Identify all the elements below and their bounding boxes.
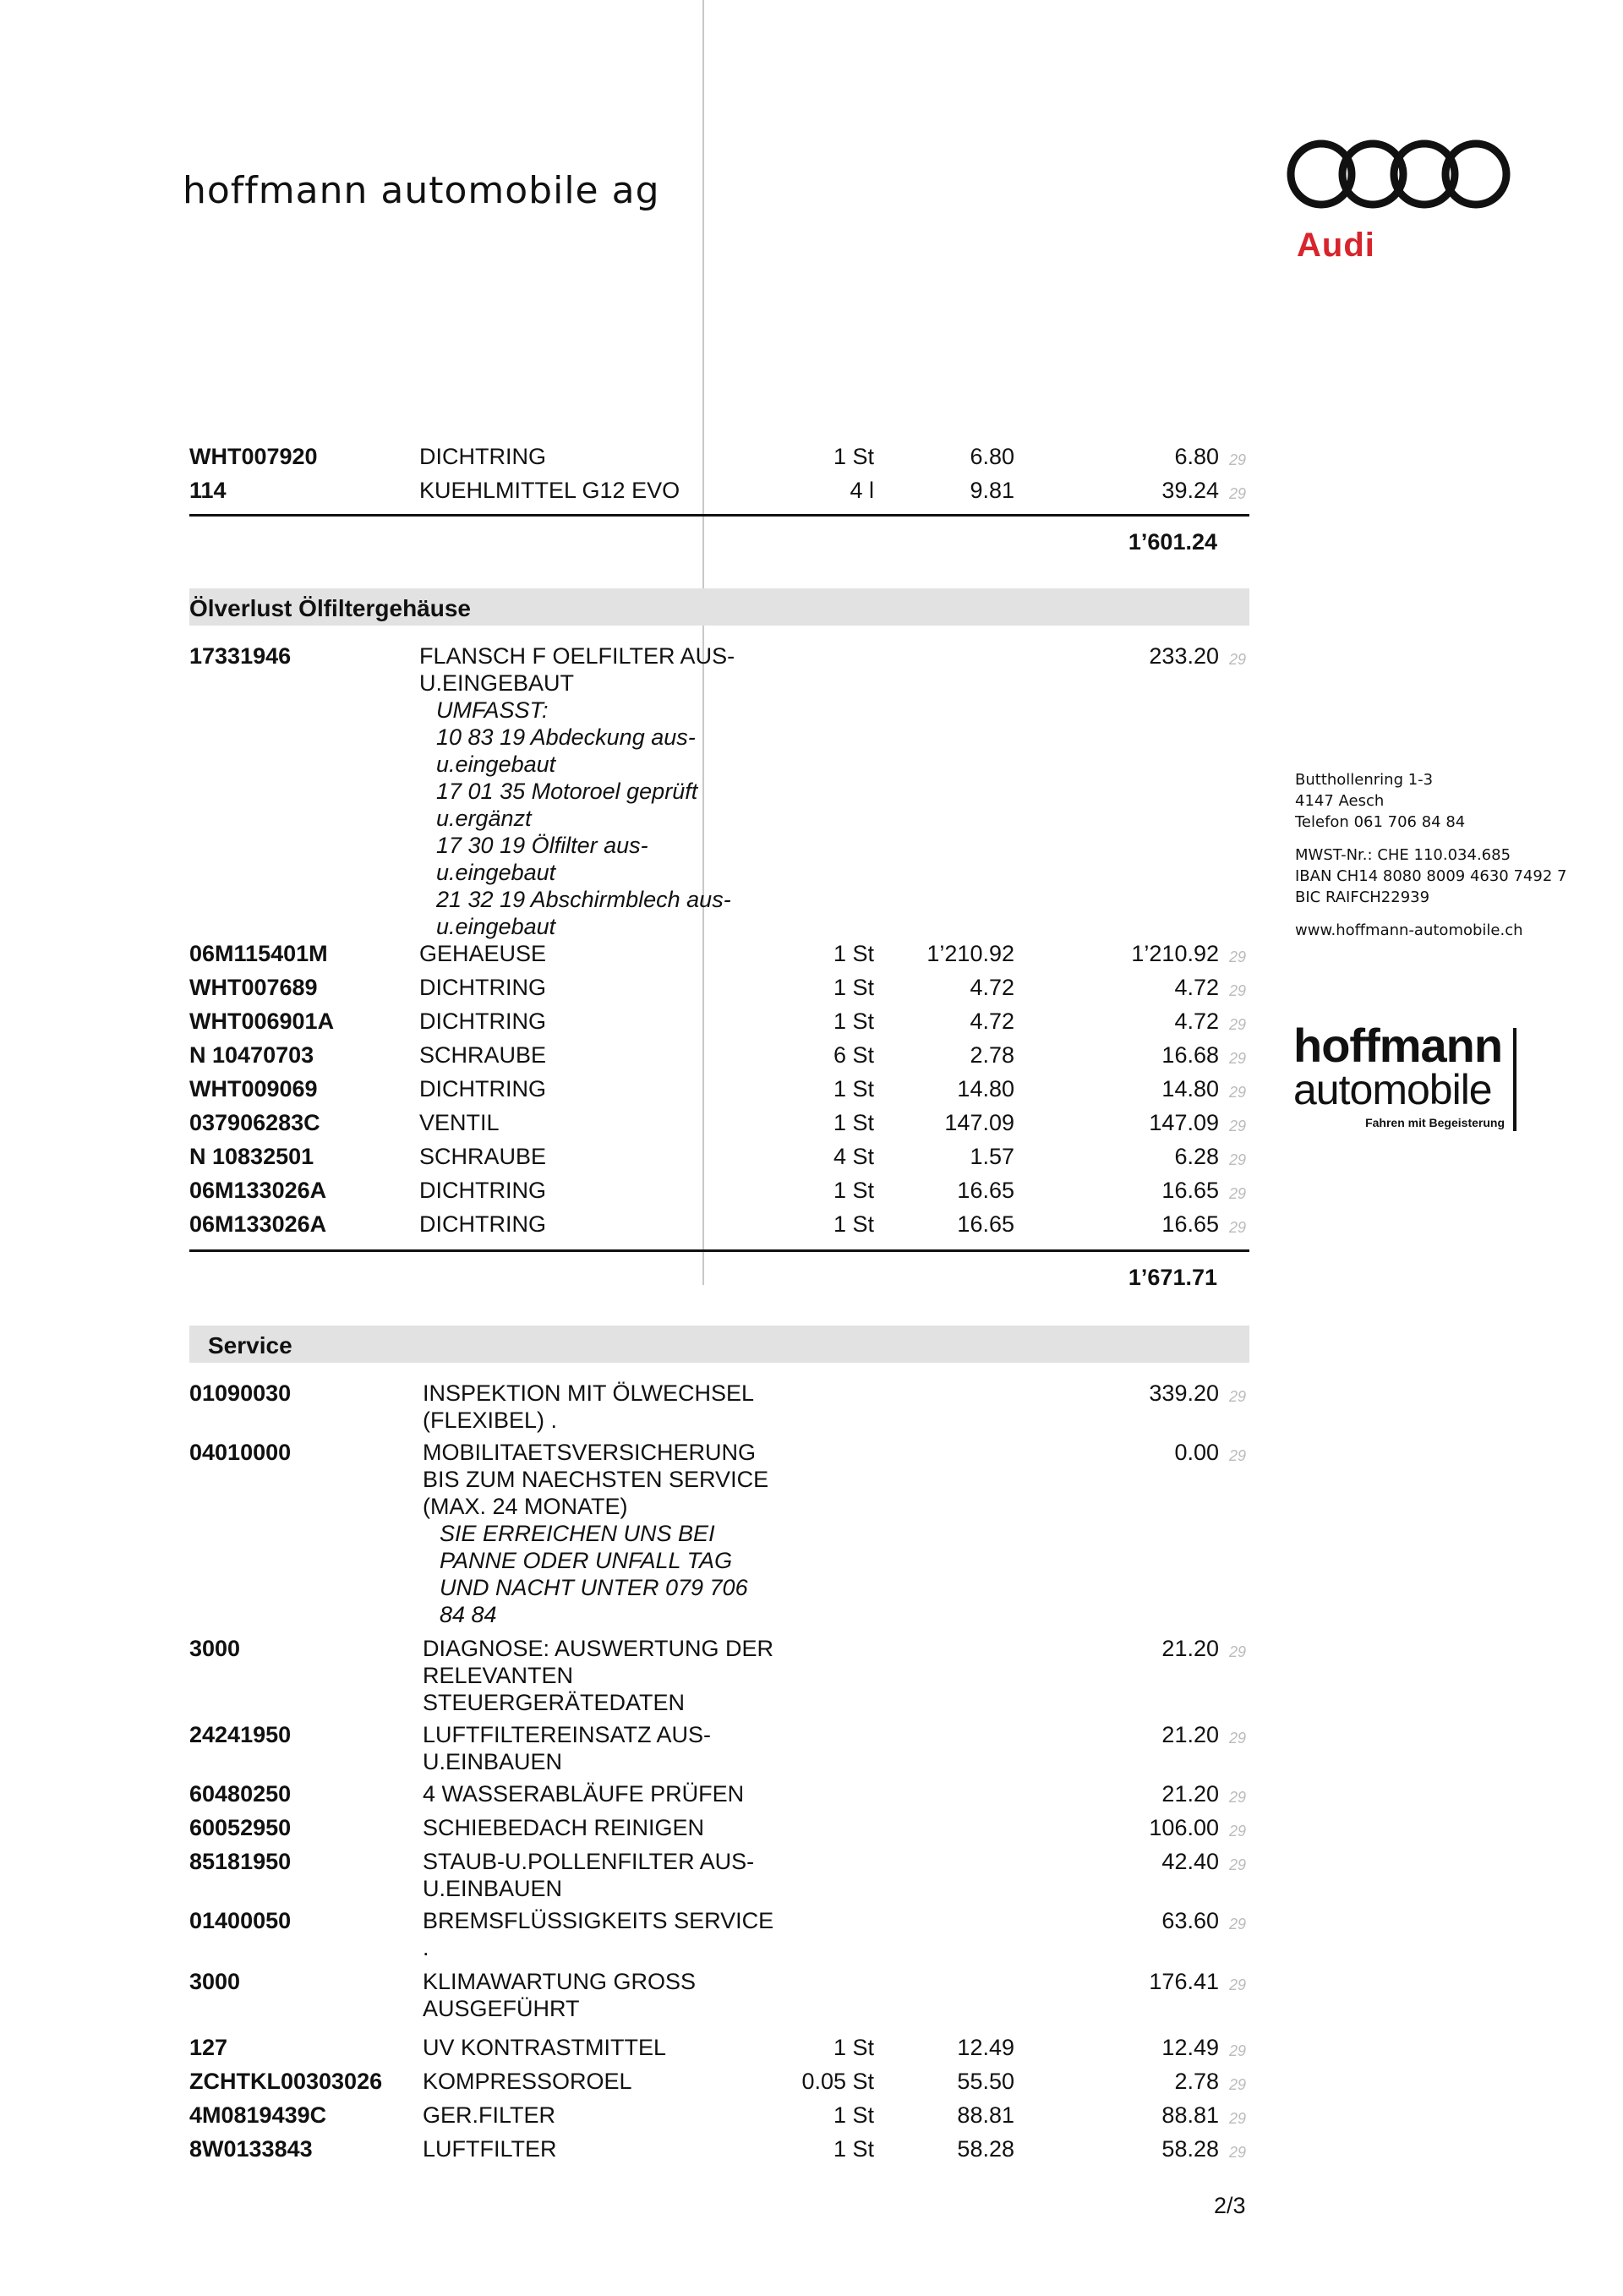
line-total: 4.72 xyxy=(1174,975,1219,1000)
vat-number: MWST-Nr.: CHE 110.034.685 xyxy=(1295,846,1511,864)
description-line: DICHTRING xyxy=(419,1076,546,1102)
website-link[interactable]: www.hoffmann-automobile.ch xyxy=(1295,921,1523,939)
item-description xyxy=(419,974,791,1001)
address-line-1: Butthollenring 1-3 xyxy=(1295,771,1434,789)
item-description xyxy=(423,1968,795,2022)
section-rule xyxy=(189,1249,1249,1252)
item-quantity: 1 St xyxy=(833,2035,874,2060)
description-note: UMFASST: xyxy=(436,697,549,723)
section-subtotal: 1’601.24 xyxy=(1128,529,1217,555)
item-code: 24241950 xyxy=(189,1722,292,1747)
tax-code: 29 xyxy=(1229,948,1247,965)
item-quantity: 1 St xyxy=(833,1076,874,1102)
tax-code: 29 xyxy=(1229,1789,1247,1806)
description-line: U.EINBAUEN xyxy=(423,1749,563,1774)
item-description xyxy=(419,477,791,504)
section-header xyxy=(189,1326,1249,1363)
company-name: hoffmann automobile ag xyxy=(183,169,660,212)
item-description xyxy=(423,2135,795,2162)
item-description xyxy=(419,940,791,967)
item-code: 06M133026A xyxy=(189,1178,327,1203)
item-quantity: 1 St xyxy=(833,975,874,1000)
item-description xyxy=(419,1109,791,1136)
hoffmann-logo xyxy=(1293,1019,1522,1129)
item-code: 127 xyxy=(189,2035,228,2060)
description-line: DICHTRING xyxy=(419,1178,546,1203)
item-code: N 10832501 xyxy=(189,1144,314,1169)
item-code: WHT006901A xyxy=(189,1009,335,1034)
description-note: u.ergänzt xyxy=(436,806,532,831)
item-description xyxy=(423,2102,795,2129)
description-line: VENTIL xyxy=(419,1110,500,1135)
item-code: 17331946 xyxy=(189,643,292,669)
description-note: 10 83 19 Abdeckung aus- xyxy=(436,724,696,750)
tax-code: 29 xyxy=(1229,451,1247,468)
line-total: 88.81 xyxy=(1161,2102,1219,2128)
tax-code: 29 xyxy=(1229,1916,1247,1932)
unit-price: 16.65 xyxy=(957,1211,1014,1237)
description-note: u.eingebaut xyxy=(436,860,556,885)
unit-price: 58.28 xyxy=(957,2136,1014,2162)
item-code: 04010000 xyxy=(189,1440,292,1465)
tax-code: 29 xyxy=(1229,1730,1247,1747)
item-code: 60052950 xyxy=(189,1815,292,1840)
item-quantity: 1 St xyxy=(833,444,874,469)
item-quantity: 1 St xyxy=(833,1211,874,1237)
tax-code: 29 xyxy=(1229,1219,1247,1236)
item-quantity: 4 St xyxy=(833,1144,874,1169)
line-total: 16.68 xyxy=(1161,1042,1219,1068)
item-quantity: 0.05 St xyxy=(801,2069,874,2094)
item-description xyxy=(423,1907,795,1961)
item-quantity: 1 St xyxy=(833,1110,874,1135)
description-note: 17 01 35 Motoroel geprüft xyxy=(436,779,698,804)
address-line-2: 4147 Aesch xyxy=(1295,792,1385,810)
item-code: 114 xyxy=(189,478,227,503)
tax-code: 29 xyxy=(1229,1185,1247,1202)
description-line: SCHRAUBE xyxy=(419,1144,547,1169)
description-line: GER.FILTER xyxy=(423,2102,556,2128)
item-quantity: 1 St xyxy=(833,941,874,966)
unit-price: 2.78 xyxy=(970,1042,1014,1068)
item-quantity: 1 St xyxy=(833,1178,874,1203)
line-total: 0.00 xyxy=(1174,1440,1219,1465)
description-line: MOBILITAETSVERSICHERUNG xyxy=(423,1440,757,1465)
tax-code: 29 xyxy=(1229,485,1247,502)
line-total: 4.72 xyxy=(1174,1009,1219,1034)
item-code: 4M0819439C xyxy=(189,2102,327,2128)
line-total: 16.65 xyxy=(1161,1211,1219,1237)
description-note: UND NACHT UNTER 079 706 xyxy=(440,1575,748,1600)
description-line: STEUERGERÄTEDATEN xyxy=(423,1690,686,1715)
unit-price: 55.50 xyxy=(957,2069,1014,2094)
item-description xyxy=(419,642,791,940)
line-total: 6.28 xyxy=(1174,1144,1219,1169)
logo-tagline: Fahren mit Begeisterung xyxy=(1365,1116,1505,1129)
tax-code: 29 xyxy=(1229,2110,1247,2127)
description-note: 84 84 xyxy=(440,1602,497,1627)
item-code: N 10470703 xyxy=(189,1042,314,1068)
description-note: u.eingebaut xyxy=(436,752,556,777)
logo-line-1: hoffmann xyxy=(1293,1019,1503,1072)
item-code: 037906283C xyxy=(189,1110,320,1135)
description-line: U.EINBAUEN xyxy=(423,1876,563,1901)
description-line: SCHIEBEDACH REINIGEN xyxy=(423,1815,705,1840)
line-total: 1’210.92 xyxy=(1131,941,1219,966)
item-code: ZCHTKL00303026 xyxy=(189,2069,383,2094)
bic: BIC RAIFCH22939 xyxy=(1295,888,1430,906)
unit-price: 9.81 xyxy=(970,478,1014,503)
unit-price: 4.72 xyxy=(970,975,1014,1000)
item-description xyxy=(423,1780,795,1807)
tax-code: 29 xyxy=(1229,1151,1247,1168)
description-line: STAUB-U.POLLENFILTER AUS- xyxy=(423,1849,755,1874)
description-line: BREMSFLÜSSIGKEITS SERVICE xyxy=(423,1908,774,1933)
description-note: 21 32 19 Abschirmblech aus- xyxy=(436,887,731,912)
description-note: u.eingebaut xyxy=(436,914,556,939)
item-description xyxy=(419,1008,791,1035)
logo-line-2: automobile xyxy=(1293,1066,1492,1113)
description-line: FLANSCH F OELFILTER AUS- xyxy=(419,643,735,669)
description-note: SIE ERREICHEN UNS BEI xyxy=(440,1521,715,1546)
item-description xyxy=(423,1439,795,1628)
description-line: KOMPRESSOROEL xyxy=(423,2069,632,2094)
description-line: LUFTFILTER xyxy=(423,2136,557,2162)
line-total: 12.49 xyxy=(1161,2035,1219,2060)
item-code: 3000 xyxy=(189,1636,241,1661)
tax-code: 29 xyxy=(1229,1388,1247,1405)
description-line: KLIMAWARTUNG GROSS xyxy=(423,1969,697,1994)
description-line: AUSGEFÜHRT xyxy=(423,1996,580,2021)
tax-code: 29 xyxy=(1229,1643,1247,1660)
phone-number: Telefon 061 706 84 84 xyxy=(1295,813,1466,831)
item-description xyxy=(423,2034,795,2061)
item-code: WHT009069 xyxy=(189,1076,318,1102)
item-code: 06M133026A xyxy=(189,1211,327,1237)
item-description xyxy=(419,1177,791,1204)
line-total: 14.80 xyxy=(1161,1076,1219,1102)
item-description xyxy=(423,1635,795,1716)
description-note: 17 30 19 Ölfilter aus- xyxy=(436,833,648,858)
unit-price: 12.49 xyxy=(957,2035,1014,2060)
unit-price: 147.09 xyxy=(944,1110,1014,1135)
page-number: 2/3 xyxy=(1214,2193,1246,2218)
line-total: 58.28 xyxy=(1161,2136,1219,2162)
item-description xyxy=(423,1814,795,1841)
description-line: . xyxy=(423,1935,429,1960)
item-quantity: 1 St xyxy=(833,2136,874,2162)
item-description xyxy=(419,1075,791,1102)
unit-price: 14.80 xyxy=(957,1076,1014,1102)
line-total: 39.24 xyxy=(1161,478,1219,503)
item-description xyxy=(423,2068,795,2095)
tax-code: 29 xyxy=(1229,2144,1247,2161)
line-total: 16.65 xyxy=(1161,1178,1219,1203)
line-total: 106.00 xyxy=(1149,1815,1219,1840)
iban: IBAN CH14 8080 8009 4630 7492 7 xyxy=(1295,867,1567,885)
item-quantity: 1 St xyxy=(833,2102,874,2128)
tax-code: 29 xyxy=(1229,651,1247,668)
item-code: 60480250 xyxy=(189,1781,292,1807)
description-line: GEHAEUSE xyxy=(419,941,547,966)
tax-code: 29 xyxy=(1229,1823,1247,1840)
description-line: (FLEXIBEL) . xyxy=(423,1408,558,1433)
unit-price: 88.81 xyxy=(957,2102,1014,2128)
description-line: SCHRAUBE xyxy=(419,1042,547,1068)
description-line: RELEVANTEN xyxy=(423,1663,574,1688)
item-description xyxy=(419,1211,791,1238)
section-rule xyxy=(189,514,1249,517)
item-quantity: 4 l xyxy=(850,478,874,503)
description-line: DIAGNOSE: AUSWERTUNG DER xyxy=(423,1636,774,1661)
line-total: 21.20 xyxy=(1161,1781,1219,1807)
line-total: 176.41 xyxy=(1149,1969,1219,1994)
line-total: 21.20 xyxy=(1161,1636,1219,1661)
item-code: 06M115401M xyxy=(189,941,328,966)
item-code: WHT007920 xyxy=(189,444,318,469)
item-code: 85181950 xyxy=(189,1849,292,1874)
logo-bar xyxy=(1513,1028,1516,1131)
unit-price: 1.57 xyxy=(970,1144,1014,1169)
description-line: INSPEKTION MIT ÖLWECHSEL xyxy=(423,1380,755,1406)
description-line: BIS ZUM NAECHSTEN SERVICE xyxy=(423,1467,769,1492)
tax-code: 29 xyxy=(1229,1447,1247,1464)
item-description xyxy=(423,1380,795,1434)
line-total: 233.20 xyxy=(1149,643,1219,669)
item-code: WHT007689 xyxy=(189,975,318,1000)
section-header xyxy=(189,588,1249,626)
item-description xyxy=(419,443,791,470)
tax-code: 29 xyxy=(1229,1856,1247,1873)
description-note: PANNE ODER UNFALL TAG xyxy=(440,1548,733,1573)
line-total: 147.09 xyxy=(1149,1110,1219,1135)
item-code: 3000 xyxy=(189,1969,241,1994)
item-quantity: 1 St xyxy=(833,1009,874,1034)
item-description xyxy=(423,1721,795,1775)
line-total: 42.40 xyxy=(1161,1849,1219,1874)
tax-code: 29 xyxy=(1229,1050,1247,1067)
unit-price: 1’210.92 xyxy=(926,941,1014,966)
description-line: (MAX. 24 MONATE) xyxy=(423,1494,628,1519)
tax-code: 29 xyxy=(1229,1084,1247,1101)
item-code: 01090030 xyxy=(189,1380,292,1406)
description-line: UV KONTRASTMITTEL xyxy=(423,2035,667,2060)
unit-price: 6.80 xyxy=(970,444,1014,469)
line-total: 339.20 xyxy=(1149,1380,1219,1406)
item-description xyxy=(419,1041,791,1069)
item-code: 8W0133843 xyxy=(189,2136,313,2162)
dealer-contact-block xyxy=(1295,769,1566,941)
description-line: LUFTFILTEREINSATZ AUS- xyxy=(423,1722,712,1747)
item-quantity: 6 St xyxy=(833,1042,874,1068)
section-title: Service xyxy=(208,1332,292,1358)
line-total: 21.20 xyxy=(1161,1722,1219,1747)
item-code: 01400050 xyxy=(189,1908,292,1933)
description-line: KUEHLMITTEL G12 EVO xyxy=(419,478,680,503)
unit-price: 16.65 xyxy=(957,1178,1014,1203)
section-title: Ölverlust Ölfiltergehäuse xyxy=(189,595,471,621)
section-subtotal: 1’671.71 xyxy=(1128,1265,1217,1290)
tax-code: 29 xyxy=(1229,982,1247,999)
tax-code: 29 xyxy=(1229,2042,1247,2059)
description-line: DICHTRING xyxy=(419,444,546,469)
tax-code: 29 xyxy=(1229,1118,1247,1134)
description-line: U.EINGEBAUT xyxy=(419,670,575,696)
line-total: 6.80 xyxy=(1174,444,1219,469)
tax-code: 29 xyxy=(1229,2076,1247,2093)
line-total: 63.60 xyxy=(1161,1908,1219,1933)
audi-wordmark: Audi xyxy=(1297,227,1375,264)
description-line: DICHTRING xyxy=(419,1009,546,1034)
description-line: DICHTRING xyxy=(419,1211,546,1237)
audi-rings-logo xyxy=(1283,134,1513,218)
line-total: 2.78 xyxy=(1174,2069,1219,2094)
tax-code: 29 xyxy=(1229,1016,1247,1033)
unit-price: 4.72 xyxy=(970,1009,1014,1034)
item-description xyxy=(419,1143,791,1170)
tax-code: 29 xyxy=(1229,1976,1247,1993)
description-line: DICHTRING xyxy=(419,975,546,1000)
description-line: 4 WASSERABLÄUFE PRÜFEN xyxy=(423,1781,745,1807)
item-description xyxy=(423,1848,795,1902)
